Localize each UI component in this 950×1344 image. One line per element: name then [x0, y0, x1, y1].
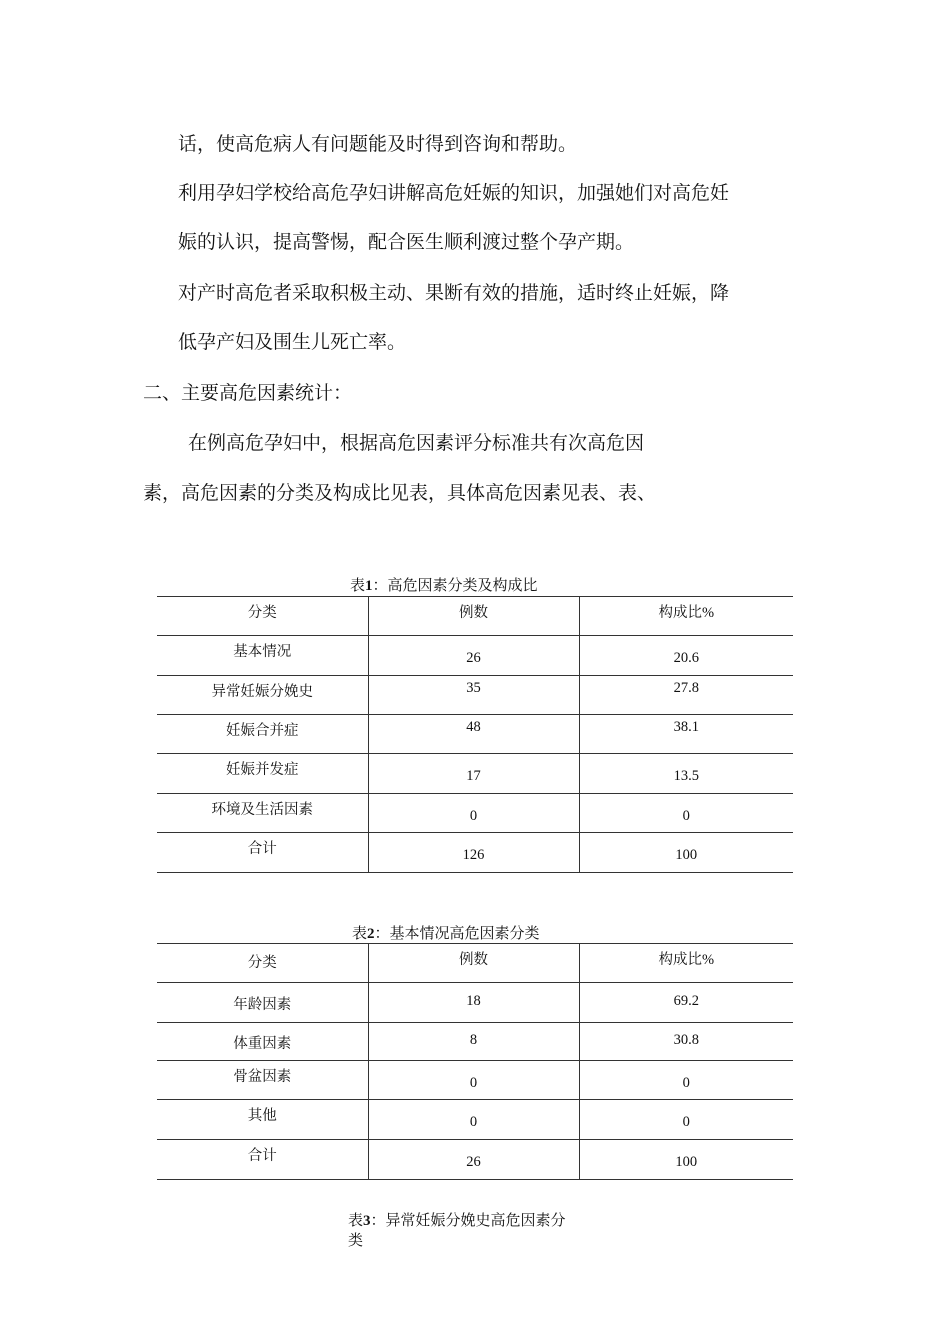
table2-cell-count: 26 [368, 1140, 579, 1180]
table1-cell-category: 妊娠合并症 [157, 715, 368, 754]
table2-header-ratio: 构成比% [579, 944, 793, 983]
table2-caption [352, 925, 540, 943]
table1-cell-category: 环境及生活因素 [157, 794, 368, 833]
table-row [157, 1061, 793, 1100]
table1-cell-count: 26 [368, 636, 579, 676]
table2-cell-ratio: 0 [579, 1100, 793, 1140]
table1-cell-ratio: 27.8 [579, 676, 793, 715]
table-row [157, 1100, 793, 1140]
table3-caption [348, 1212, 566, 1230]
table2-caption-prefix: 表 [352, 926, 368, 942]
table1-cell-count: 0 [368, 794, 579, 833]
table3-caption-text: ：异常妊娠分娩史高危因素分 [370, 1213, 566, 1229]
table2-cell-category: 体重因素 [157, 1023, 368, 1061]
paragraph-line: 利用孕妇学校给高危孕妇讲解高危妊娠的知识，加强她们对高危妊 [178, 182, 730, 204]
table1-header-count: 例数 [368, 597, 579, 636]
table1-cell-ratio: 100 [579, 833, 793, 873]
table2-cell-category: 骨盆因素 [157, 1061, 368, 1100]
table2-caption-number: 2 [367, 926, 375, 942]
paragraph-line: 话，使高危病人有问题能及时得到咨询和帮助。 [178, 133, 578, 155]
section-heading: 二、主要高危因素统计： [143, 382, 353, 404]
table1-header-row [157, 597, 793, 636]
table3-caption-continued: 类 [348, 1233, 364, 1249]
table-row [157, 983, 793, 1023]
table1-cell-count: 35 [368, 676, 579, 715]
table1-cell-category: 异常妊娠分娩史 [157, 676, 368, 715]
table3-caption-prefix: 表 [348, 1213, 364, 1229]
table2-cell-ratio: 100 [579, 1140, 793, 1180]
table2-header-row [157, 944, 793, 983]
table2-cell-ratio: 69.2 [579, 983, 793, 1023]
table2-cell-count: 0 [368, 1061, 579, 1100]
table1-caption-number: 1 [365, 578, 373, 594]
table1-header-category: 分类 [157, 597, 368, 636]
table-row [157, 676, 793, 715]
table-row [157, 794, 793, 833]
table1-caption-text: ：高危因素分类及构成比 [372, 578, 538, 594]
table1-header-ratio: 构成比% [579, 597, 793, 636]
table2-header-category: 分类 [157, 944, 368, 983]
table-row [157, 754, 793, 794]
paragraph-line: 在例高危孕妇中，根据高危因素评分标准共有次高危因 [188, 432, 645, 454]
table2 [157, 943, 793, 1180]
table2-cell-count: 18 [368, 983, 579, 1023]
table1-cell-count: 48 [368, 715, 579, 754]
table2-cell-category: 年龄因素 [157, 983, 368, 1023]
table1 [157, 596, 793, 873]
table2-cell-ratio: 0 [579, 1061, 793, 1100]
table2-cell-count: 0 [368, 1100, 579, 1140]
table1-cell-category: 合计 [157, 833, 368, 873]
table-row [157, 715, 793, 754]
table2-caption-text: ：基本情况高危因素分类 [374, 926, 540, 942]
paragraph-line: 对产时高危者采取积极主动、果断有效的措施，适时终止妊娠，降 [178, 282, 730, 304]
table1-cell-ratio: 38.1 [579, 715, 793, 754]
table-row [157, 1140, 793, 1180]
table1-cell-category: 基本情况 [157, 636, 368, 676]
paragraph-line: 低孕产妇及围生儿死亡率。 [178, 331, 407, 353]
table-row [157, 636, 793, 676]
paragraph-line: 素，高危因素的分类及构成比见表，具体高危因素见表、表、 [143, 482, 657, 504]
table1-cell-count: 126 [368, 833, 579, 873]
table3-caption-number: 3 [363, 1213, 371, 1229]
table1-cell-ratio: 0 [579, 794, 793, 833]
table2-header-count: 例数 [368, 944, 579, 983]
table1-cell-count: 17 [368, 754, 579, 794]
table-row [157, 1023, 793, 1061]
table1-cell-ratio: 13.5 [579, 754, 793, 794]
table2-cell-count: 8 [368, 1023, 579, 1061]
paragraph-line: 娠的认识，提高警惕，配合医生顺利渡过整个孕产期。 [178, 231, 635, 253]
table1-caption [350, 577, 538, 595]
table1-cell-ratio: 20.6 [579, 636, 793, 676]
table2-cell-category: 其他 [157, 1100, 368, 1140]
table1-caption-prefix: 表 [350, 578, 366, 594]
table1-cell-category: 妊娠并发症 [157, 754, 368, 794]
table2-cell-ratio: 30.8 [579, 1023, 793, 1061]
table2-cell-category: 合计 [157, 1140, 368, 1180]
table-row [157, 833, 793, 873]
